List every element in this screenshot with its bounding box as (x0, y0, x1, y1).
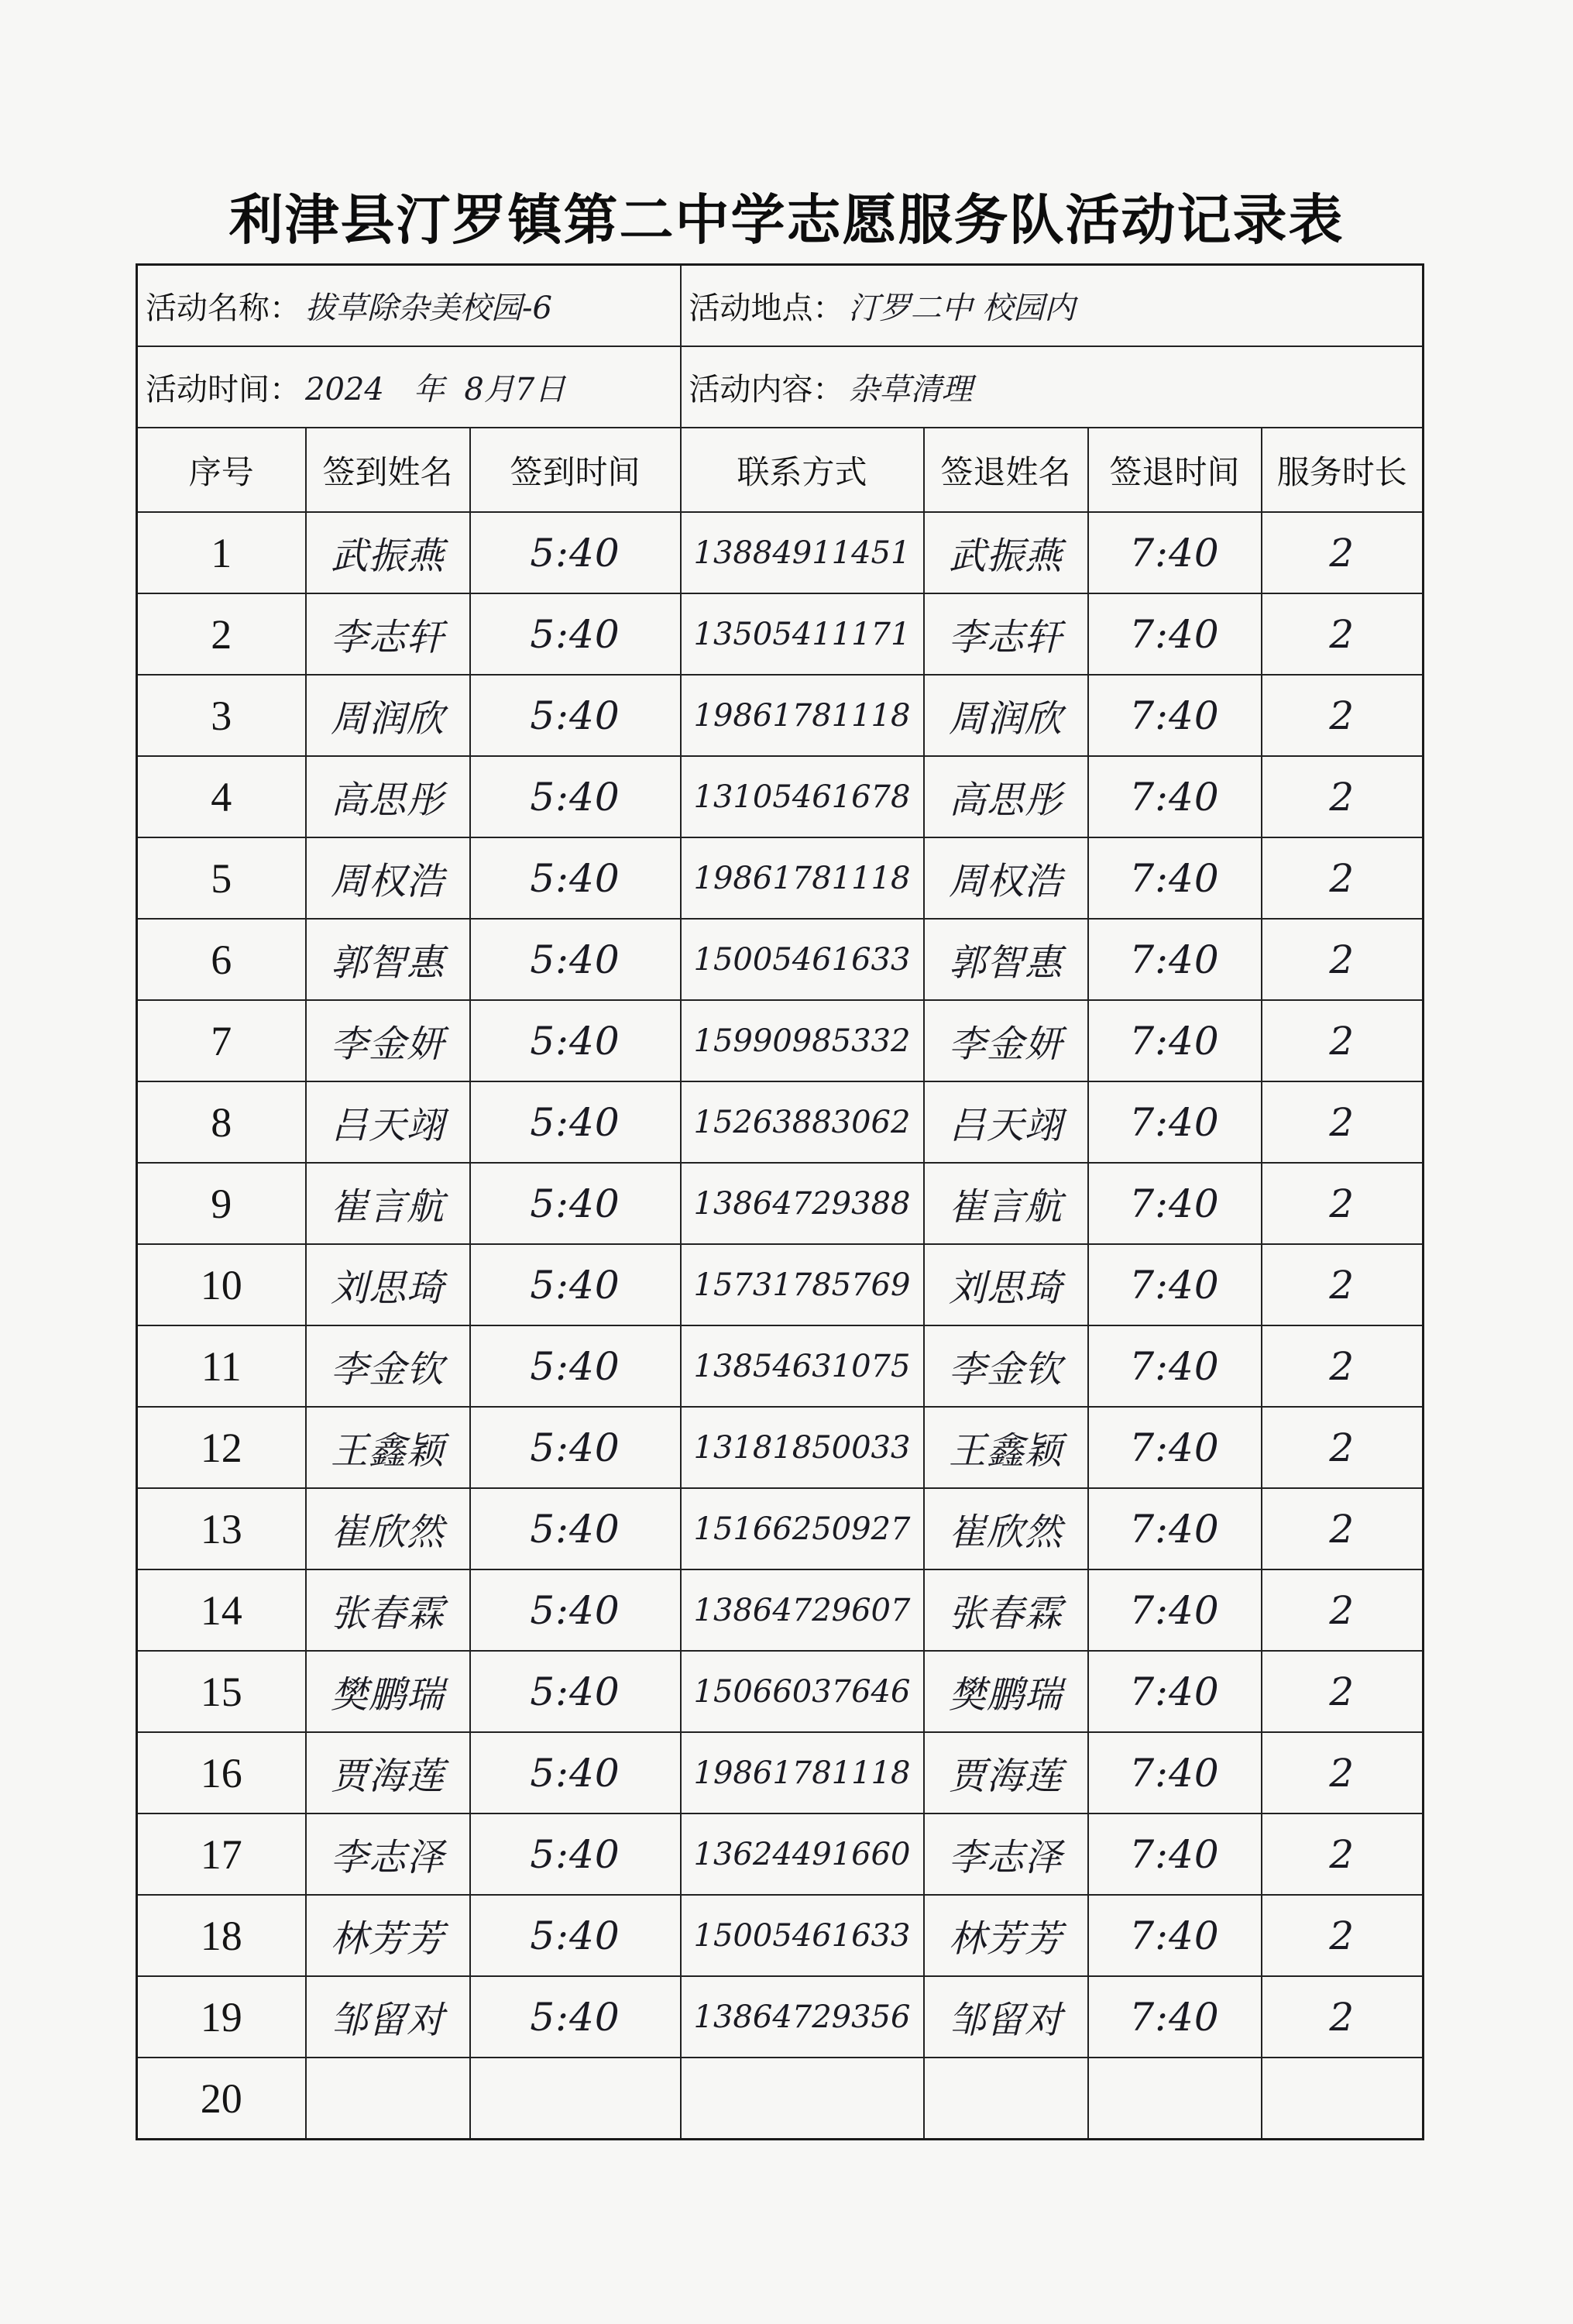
page-title: 利津县汀罗镇第二中学志愿服务队活动记录表 (228, 188, 1345, 252)
service-hours: 2 (1262, 1732, 1424, 1813)
phone: 13864729356 (681, 1976, 924, 2058)
signout-name: 张春霖 (924, 1569, 1088, 1651)
service-hours: 2 (1262, 1081, 1424, 1163)
signout-name: 李金妍 (924, 1000, 1088, 1081)
phone: 19861781118 (681, 675, 924, 756)
signout-time (1088, 2058, 1262, 2140)
phone (681, 2058, 924, 2140)
signin-time: 5:40 (470, 675, 681, 756)
service-hours (1262, 2058, 1424, 2140)
activity-time-value: 2024 年 8月7日 (305, 372, 566, 407)
signout-time: 7:40 (1088, 1325, 1262, 1407)
signin-time: 5:40 (470, 1976, 681, 2058)
service-hours: 2 (1262, 1651, 1424, 1732)
signout-name: 刘思琦 (924, 1244, 1088, 1325)
activity-content-value: 杂草清理 (848, 372, 973, 407)
phone: 13864729607 (681, 1569, 924, 1651)
row-no: 4 (137, 756, 306, 837)
signin-name: 张春霖 (306, 1569, 470, 1651)
location-value: 汀罗二中 校园内 (848, 290, 1076, 326)
signout-time: 7:40 (1088, 756, 1262, 837)
signin-name: 王鑫颖 (306, 1407, 470, 1488)
phone: 15005461633 (681, 1895, 924, 1976)
signin-time: 5:40 (470, 1488, 681, 1569)
row-no: 10 (137, 1244, 306, 1325)
signin-time: 5:40 (470, 1569, 681, 1651)
table-row (137, 1651, 1424, 1732)
table-row (137, 1407, 1424, 1488)
activity-name-label: 活动名称： (146, 290, 301, 326)
table-row (137, 1488, 1424, 1569)
phone: 13854631075 (681, 1325, 924, 1407)
location-cell (681, 265, 1424, 347)
service-hours: 2 (1262, 675, 1424, 756)
header-signout-time: 签退时间 (1088, 428, 1262, 512)
signin-name: 樊鹏瑞 (306, 1651, 470, 1732)
signin-name: 武振燕 (306, 512, 470, 593)
signin-time: 5:40 (470, 1895, 681, 1976)
signin-time: 5:40 (470, 1000, 681, 1081)
phone: 13864729388 (681, 1163, 924, 1244)
signout-name: 王鑫颖 (924, 1407, 1088, 1488)
row-no: 13 (137, 1488, 306, 1569)
table-row (137, 2058, 1424, 2140)
table-row (137, 1813, 1424, 1895)
service-hours: 2 (1262, 1895, 1424, 1976)
signout-name: 林芳芳 (924, 1895, 1088, 1976)
row-no: 5 (137, 837, 306, 919)
signin-name (306, 2058, 470, 2140)
signout-name: 武振燕 (924, 512, 1088, 593)
phone: 13181850033 (681, 1407, 924, 1488)
row-no: 16 (137, 1732, 306, 1813)
signin-time: 5:40 (470, 1407, 681, 1488)
signout-name: 郭智惠 (924, 919, 1088, 1000)
phone: 15166250927 (681, 1488, 924, 1569)
signout-name: 邹留对 (924, 1976, 1088, 2058)
signout-time: 7:40 (1088, 1895, 1262, 1976)
phone: 15005461633 (681, 919, 924, 1000)
signin-name: 林芳芳 (306, 1895, 470, 1976)
table-row (137, 1325, 1424, 1407)
service-hours: 2 (1262, 1569, 1424, 1651)
signout-time: 7:40 (1088, 837, 1262, 919)
phone: 15263883062 (681, 1081, 924, 1163)
header-signin-name: 签到姓名 (306, 428, 470, 512)
phone: 15990985332 (681, 1000, 924, 1081)
signout-time: 7:40 (1088, 1407, 1262, 1488)
phone: 13105461678 (681, 756, 924, 837)
signout-time: 7:40 (1088, 1651, 1262, 1732)
phone: 13624491660 (681, 1813, 924, 1895)
activity-name-cell (137, 265, 681, 347)
info-row-1 (137, 265, 1424, 347)
location-label: 活动地点： (689, 290, 844, 326)
phone: 13505411171 (681, 593, 924, 675)
activity-name-value: 拔草除杂美校园-6 (305, 290, 552, 326)
signout-time: 7:40 (1088, 1488, 1262, 1569)
row-no: 18 (137, 1895, 306, 1976)
signout-time: 7:40 (1088, 1081, 1262, 1163)
signout-name: 樊鹏瑞 (924, 1651, 1088, 1732)
row-no: 11 (137, 1325, 306, 1407)
service-hours: 2 (1262, 1976, 1424, 2058)
phone: 19861781118 (681, 1732, 924, 1813)
table-row (137, 1976, 1424, 2058)
signout-name: 高思彤 (924, 756, 1088, 837)
signout-time: 7:40 (1088, 1569, 1262, 1651)
service-hours: 2 (1262, 1325, 1424, 1407)
signin-time: 5:40 (470, 756, 681, 837)
signin-name: 周润欣 (306, 675, 470, 756)
row-no: 6 (137, 919, 306, 1000)
phone: 15066037646 (681, 1651, 924, 1732)
service-hours: 2 (1262, 756, 1424, 837)
header-no: 序号 (137, 428, 306, 512)
signin-time: 5:40 (470, 1651, 681, 1732)
service-hours: 2 (1262, 593, 1424, 675)
service-hours: 2 (1262, 1488, 1424, 1569)
signin-time: 5:40 (470, 1081, 681, 1163)
signout-time: 7:40 (1088, 1976, 1262, 2058)
service-hours: 2 (1262, 837, 1424, 919)
row-no: 2 (137, 593, 306, 675)
header-phone: 联系方式 (681, 428, 924, 512)
signout-time: 7:40 (1088, 675, 1262, 756)
row-no: 14 (137, 1569, 306, 1651)
activity-time-cell (137, 346, 681, 428)
table-row (137, 1569, 1424, 1651)
row-no: 8 (137, 1081, 306, 1163)
signin-time: 5:40 (470, 1813, 681, 1895)
signin-name: 吕天翊 (306, 1081, 470, 1163)
signout-name: 吕天翊 (924, 1081, 1088, 1163)
signin-time: 5:40 (470, 1244, 681, 1325)
table-row (137, 919, 1424, 1000)
signin-name: 周权浩 (306, 837, 470, 919)
row-no: 19 (137, 1976, 306, 2058)
row-no: 12 (137, 1407, 306, 1488)
activity-content-cell (681, 346, 1424, 428)
phone: 19861781118 (681, 837, 924, 919)
service-hours: 2 (1262, 512, 1424, 593)
signout-time: 7:40 (1088, 1813, 1262, 1895)
service-hours: 2 (1262, 1244, 1424, 1325)
signout-name: 周润欣 (924, 675, 1088, 756)
signout-time: 7:40 (1088, 1000, 1262, 1081)
column-header-row (137, 428, 1424, 512)
table-row (137, 1732, 1424, 1813)
service-hours: 2 (1262, 919, 1424, 1000)
signout-time: 7:40 (1088, 1163, 1262, 1244)
service-hours: 2 (1262, 1000, 1424, 1081)
table-row (137, 1895, 1424, 1976)
signin-name: 李金妍 (306, 1000, 470, 1081)
phone: 15731785769 (681, 1244, 924, 1325)
signin-name: 高思彤 (306, 756, 470, 837)
activity-content-label: 活动内容： (689, 372, 844, 407)
signout-name: 周权浩 (924, 837, 1088, 919)
table-row (137, 1244, 1424, 1325)
signout-name: 崔欣然 (924, 1488, 1088, 1569)
row-no: 20 (137, 2058, 306, 2140)
row-no: 15 (137, 1651, 306, 1732)
service-hours: 2 (1262, 1407, 1424, 1488)
row-no: 3 (137, 675, 306, 756)
signin-time: 5:40 (470, 1325, 681, 1407)
row-no: 17 (137, 1813, 306, 1895)
signin-time: 5:40 (470, 1163, 681, 1244)
table-row (137, 675, 1424, 756)
service-hours: 2 (1262, 1813, 1424, 1895)
signout-name: 崔言航 (924, 1163, 1088, 1244)
header-signin-time: 签到时间 (470, 428, 681, 512)
header-signout-name: 签退姓名 (924, 428, 1088, 512)
signout-name (924, 2058, 1088, 2140)
activity-time-label: 活动时间： (146, 372, 301, 407)
signin-name: 李志泽 (306, 1813, 470, 1895)
table-row (137, 1163, 1424, 1244)
signout-time: 7:40 (1088, 593, 1262, 675)
header-hours: 服务时长 (1262, 428, 1424, 512)
signin-name: 崔欣然 (306, 1488, 470, 1569)
signout-name: 李金钦 (924, 1325, 1088, 1407)
signout-time: 7:40 (1088, 919, 1262, 1000)
row-no: 1 (137, 512, 306, 593)
signout-time: 7:40 (1088, 1732, 1262, 1813)
table-row (137, 593, 1424, 675)
signin-time (470, 2058, 681, 2140)
signin-name: 崔言航 (306, 1163, 470, 1244)
table-row (137, 1081, 1424, 1163)
signin-name: 李金钦 (306, 1325, 470, 1407)
table-row (137, 756, 1424, 837)
table-row (137, 1000, 1424, 1081)
activity-record-table (136, 263, 1424, 2140)
signin-time: 5:40 (470, 837, 681, 919)
signin-time: 5:40 (470, 593, 681, 675)
signout-name: 李志泽 (924, 1813, 1088, 1895)
signout-time: 7:40 (1088, 1244, 1262, 1325)
signin-name: 郭智惠 (306, 919, 470, 1000)
signin-time: 5:40 (470, 919, 681, 1000)
signin-time: 5:40 (470, 512, 681, 593)
info-row-2 (137, 346, 1424, 428)
table-row (137, 512, 1424, 593)
phone: 13884911451 (681, 512, 924, 593)
signin-name: 刘思琦 (306, 1244, 470, 1325)
signout-name: 贾海莲 (924, 1732, 1088, 1813)
signout-time: 7:40 (1088, 512, 1262, 593)
signin-time: 5:40 (470, 1732, 681, 1813)
signin-name: 李志轩 (306, 593, 470, 675)
table-row (137, 837, 1424, 919)
signin-name: 邹留对 (306, 1976, 470, 2058)
row-no: 7 (137, 1000, 306, 1081)
signout-name: 李志轩 (924, 593, 1088, 675)
service-hours: 2 (1262, 1163, 1424, 1244)
row-no: 9 (137, 1163, 306, 1244)
signin-name: 贾海莲 (306, 1732, 470, 1813)
